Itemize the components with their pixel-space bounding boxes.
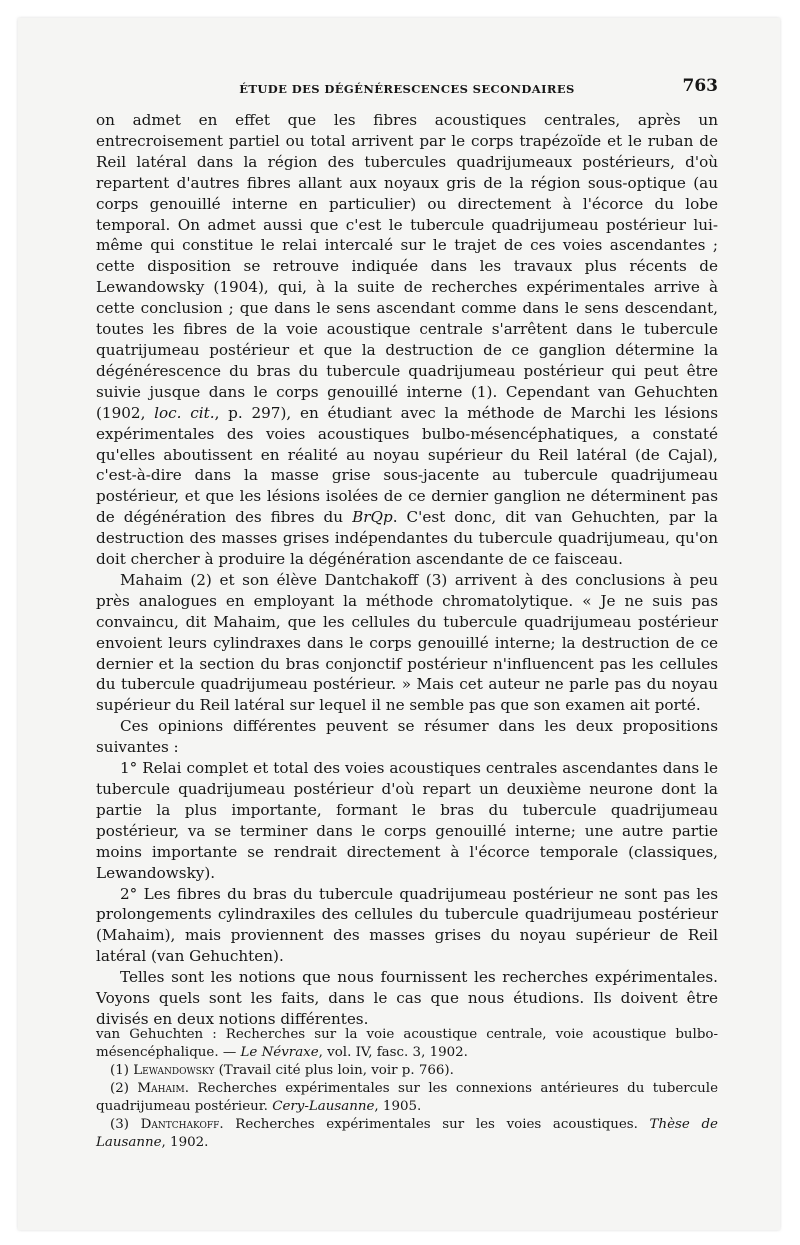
paragraph: Telles sont les notions que nous fournissent les recherches expérimentales. Voyons quels sont les faits, dans le cas que nous étudions. Ils doivent être divisés en deux notions différentes. <box>96 968 718 1028</box>
proposition-2: 2° Les fibres du bras du tubercule quadrijumeau postérieur ne sont pas les prolongements cylindraxiles des cellules du tubercule quadrijumeau postérieur (Mahaim), mais proviennent des masses grises du noyau supérieur de Reil latéral (van Gehuchten). <box>96 884 718 966</box>
paragraph <box>96 110 718 570</box>
footnote-text: (Travail cité plus loin, voir p. 766). <box>218 1063 454 1078</box>
footnote-1 <box>96 1062 718 1080</box>
loc-cit: loc. cit. <box>154 403 215 422</box>
journal-title: Le Névraxe <box>240 1045 319 1060</box>
footnote-3 <box>96 1116 718 1152</box>
page-header <box>96 76 718 102</box>
footnote-author: Mahaim. <box>137 1081 189 1096</box>
footnote-2 <box>96 1080 718 1116</box>
footnote-year: , 1902. <box>161 1135 209 1150</box>
footnote-text: van Gehuchten : Recherches sur la voie acoustique centrale, voie acoustique bulbo-mésencéphalique. — <box>96 1027 718 1060</box>
footnote-place: Thèse de Lausanne <box>96 1117 718 1150</box>
footnote-number: (3) <box>110 1117 129 1132</box>
footnote-text: Recherches expérimentales sur les voies acoustiques. <box>235 1117 638 1132</box>
proposition-1: 1° Relai complet et total des voies acoustiques centrales ascendantes dans le tubercule quadrijumeau postérieur d'où repart un deuxième neurone dont la partie la plus importante, formant le bras du tubercule quadrijumeau postérieur, va se terminer dans le corps genouillé interne; une autre partie moins importante se rendrait directement à l'écorce temporale (classiques, Lewandowsky). <box>96 759 718 882</box>
main-text <box>96 110 718 1030</box>
paragraph: Mahaim (2) et son élève Dantchakoff (3) arrivent à des conclusions à peu près analogues en employant la méthode chromatolytique. « Je ne suis pas convaincu, dit Mahaim, que les cellules du tubercule quadrijumeau postérieur envoient leurs cylindraxes dans le corps genouillé interne; la destruction de ce dernier et la section du bras conjonctif postérieur n'influencent pas les cellules du tubercule quadrijumeau postérieur. » Mais cet auteur ne parle pas du noyau supérieur du Reil latéral sur lequel il ne semble pas que son examen ait porté. <box>96 570 718 715</box>
footnote-place: Cery-Lausanne <box>272 1099 375 1114</box>
footnotes <box>96 1026 718 1152</box>
paragraph: Ces opinions différentes peuvent se résumer dans les deux propositions suivantes : <box>96 717 718 757</box>
footnote-author: Dantchakoff. <box>140 1117 224 1132</box>
footnote-year: , 1905. <box>374 1099 422 1114</box>
footnote-text: Recherches expérimentales sur les connexions antérieures du tubercule quadrijumeau postérieur. <box>96 1081 718 1114</box>
text-run: on admet en effet que les fibres acoustiques centrales, après un entrecroisement partiel ou total arrivent par le corps trapézoïde et le ruban de Reil latéral dans la région des tubercules quadrijumeaux postérieurs, d'où repartent d'autres fibres allant aux noyaux gris de la région sous-optique (au corps genouillé interne en particulier) ou directement à l'écorce du lobe temporal. On admet aussi que c'est le tubercule quadrijumeau postérieur lui-même qui constitue le relai intercalé sur le trajet de ces voies ascendantes ; cette disposition se retrouve indiquée dans les travaux plus récents de Lewandowsky (1904), qui, à la suite de recherches expérimentales arrive à cette conclusion ; que dans le sens ascendant comme dans le sens descendant, toutes les fibres de la voie acoustique centrale s'arrêtent dans le tubercule quatrijumeau postérieur et que la destruction de ce ganglion détermine la dégénérescence du bras du tubercule quadrijumeau postérieur qui peut être suivie jusque dans le corps genouillé interne (1). Cependant van Gehuchten (1902, <box>96 111 718 422</box>
footnote-number: (1) <box>110 1063 129 1078</box>
footnote-number: (2) <box>110 1081 129 1096</box>
footnote-text: , vol. IV, fasc. 3, 1902. <box>318 1045 468 1060</box>
text-run: . C'est donc, dit van Gehuchten, par la destruction des masses grises indépendantes du tubercule quadrijumeau, qu'on doit chercher à produire la dégénération ascendante de ce faisceau. <box>96 508 718 569</box>
page-number: 763 <box>682 76 718 96</box>
running-title: ÉTUDE DES DÉGÉNÉRESCENCES SECONDAIRES <box>239 82 575 96</box>
footnote <box>96 1026 718 1062</box>
footnote-author: Lewandowsky <box>133 1063 215 1078</box>
document-page <box>18 18 780 1230</box>
brqp-abbrev: BrQp <box>352 508 393 527</box>
text-run: , p. 297), en étudiant avec la méthode de Marchi les lésions expérimentales des voies acoustiques bulbo-mésencéphatiques, a constaté qu'elles aboutissent en réalité au noyau supérieur du Reil latéral (de Cajal), c'est-à-dire dans la masse grise sous-jacente au tubercule quadrijumeau postérieur, et que les lésions isolées de ce dernier ganglion ne déterminent pas de dégénération des fibres du <box>96 403 718 527</box>
